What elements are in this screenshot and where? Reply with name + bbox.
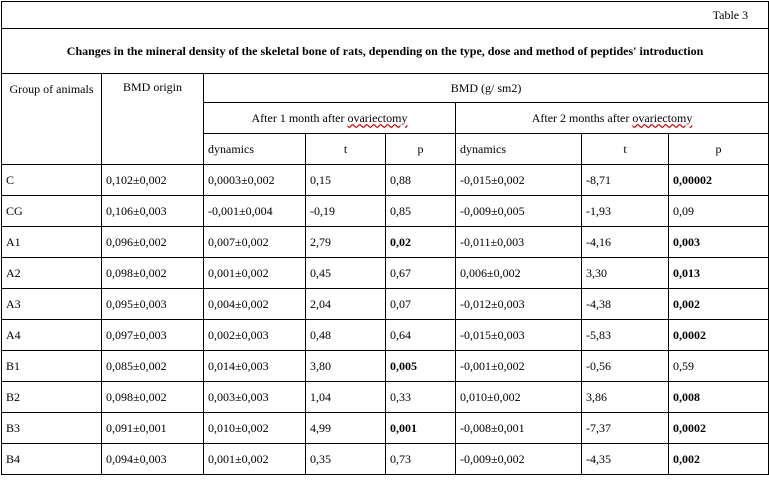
table-title: Changes in the mineral density of the skeletal bone of rats, depending on the type, dose and method of peptides' introduction [2,29,769,74]
table-row [2,320,769,351]
cell-p-2: 0,008 [669,382,769,413]
cell-p-1: 0,88 [386,165,456,196]
cell-dynamics-1: 0,001±0,002 [204,258,306,289]
cell-t-1: -0,19 [306,196,386,227]
bmd-table [1,1,769,475]
cell-bmd-origin: 0,085±0,002 [102,351,204,382]
cell-bmd-origin: 0,102±0,002 [102,165,204,196]
spellcheck-word: ovariectomy [347,110,408,125]
cell-p-2: 0,09 [669,196,769,227]
header-dynamics-1: dynamics [204,134,306,165]
table-row [2,444,769,475]
cell-group: A1 [2,227,102,258]
cell-t-2: -5,83 [582,320,669,351]
cell-group: CG [2,196,102,227]
cell-t-1: 0,15 [306,165,386,196]
cell-bmd-origin: 0,094±0,003 [102,444,204,475]
cell-p-1: 0,001 [386,413,456,444]
header-t-1: t [306,134,386,165]
cell-group: A4 [2,320,102,351]
cell-p-1: 0,85 [386,196,456,227]
cell-dynamics-1: 0,001±0,002 [204,444,306,475]
cell-dynamics-1: 0,002±0,003 [204,320,306,351]
cell-t-1: 1,04 [306,382,386,413]
cell-p-2: 0,0002 [669,413,769,444]
cell-dynamics-2: -0,011±0,003 [456,227,582,258]
cell-p-2: 0,013 [669,258,769,289]
cell-group: B3 [2,413,102,444]
cell-dynamics-1: 0,007±0,002 [204,227,306,258]
cell-group: A3 [2,289,102,320]
cell-p-1: 0,005 [386,351,456,382]
cell-p-1: 0,33 [386,382,456,413]
cell-dynamics-2: -0,015±0,003 [456,320,582,351]
cell-dynamics-1: 0,003±0,003 [204,382,306,413]
cell-t-2: -7,37 [582,413,669,444]
cell-t-1: 2,04 [306,289,386,320]
cell-t-2: 3,30 [582,258,669,289]
table-row [2,227,769,258]
header-dynamics-2: dynamics [456,134,582,165]
header-bmd-unit: BMD (g/ sm2) [204,74,769,103]
cell-dynamics-2: 0,006±0,002 [456,258,582,289]
cell-p-2: 0,0002 [669,320,769,351]
cell-dynamics-2: 0,010±0,002 [456,382,582,413]
cell-p-2: 0,002 [669,444,769,475]
cell-t-1: 3,80 [306,351,386,382]
cell-dynamics-1: 0,014±0,003 [204,351,306,382]
cell-t-2: -8,71 [582,165,669,196]
cell-bmd-origin: 0,095±0,003 [102,289,204,320]
cell-bmd-origin: 0,097±0,003 [102,320,204,351]
header-p-1: p [386,134,456,165]
header-t-2: t [582,134,669,165]
cell-bmd-origin: 0,098±0,002 [102,258,204,289]
header-group-of-animals: Group of animals [2,74,102,165]
cell-p-1: 0,67 [386,258,456,289]
table-row [2,351,769,382]
cell-dynamics-2: -0,015±0,002 [456,165,582,196]
cell-dynamics-1: 0,010±0,002 [204,413,306,444]
cell-dynamics-2: -0,009±0,005 [456,196,582,227]
table-row [2,382,769,413]
cell-t-2: -0,56 [582,351,669,382]
cell-group: B2 [2,382,102,413]
table-row [2,196,769,227]
header-bmd-origin: BMD origin [102,74,204,165]
cell-p-1: 0,64 [386,320,456,351]
cell-t-1: 0,48 [306,320,386,351]
cell-t-2: -4,38 [582,289,669,320]
table-row [2,258,769,289]
table-row [2,289,769,320]
cell-group: C [2,165,102,196]
table-label: Table 3 [2,2,769,29]
cell-p-1: 0,73 [386,444,456,475]
header-p-2: p [669,134,769,165]
cell-t-2: 3,86 [582,382,669,413]
cell-t-1: 0,45 [306,258,386,289]
cell-t-1: 0,35 [306,444,386,475]
cell-dynamics-2: -0,012±0,003 [456,289,582,320]
cell-dynamics-2: -0,001±0,002 [456,351,582,382]
cell-p-2: 0,002 [669,289,769,320]
header-period-1-month: After 1 month after ovariectomy [204,103,456,134]
table-row [2,165,769,196]
cell-p-2: 0,003 [669,227,769,258]
cell-t-2: -4,35 [582,444,669,475]
cell-bmd-origin: 0,098±0,002 [102,382,204,413]
cell-p-2: 0,00002 [669,165,769,196]
cell-t-2: -1,93 [582,196,669,227]
cell-t-1: 4,99 [306,413,386,444]
cell-p-2: 0,59 [669,351,769,382]
cell-t-2: -4,16 [582,227,669,258]
cell-t-1: 2,79 [306,227,386,258]
cell-dynamics-1: 0,0003±0,002 [204,165,306,196]
cell-group: B4 [2,444,102,475]
cell-dynamics-2: -0,009±0,002 [456,444,582,475]
spellcheck-word: ovariectomy [632,110,693,125]
cell-bmd-origin: 0,106±0,003 [102,196,204,227]
header-period-2-months: After 2 months after ovariectomy [456,103,769,134]
cell-dynamics-1: 0,004±0,002 [204,289,306,320]
cell-p-1: 0,07 [386,289,456,320]
cell-dynamics-1: -0,001±0,004 [204,196,306,227]
cell-bmd-origin: 0,096±0,002 [102,227,204,258]
cell-p-1: 0,02 [386,227,456,258]
table-row [2,413,769,444]
cell-bmd-origin: 0,091±0,001 [102,413,204,444]
cell-group: A2 [2,258,102,289]
cell-dynamics-2: -0,008±0,001 [456,413,582,444]
cell-group: B1 [2,351,102,382]
